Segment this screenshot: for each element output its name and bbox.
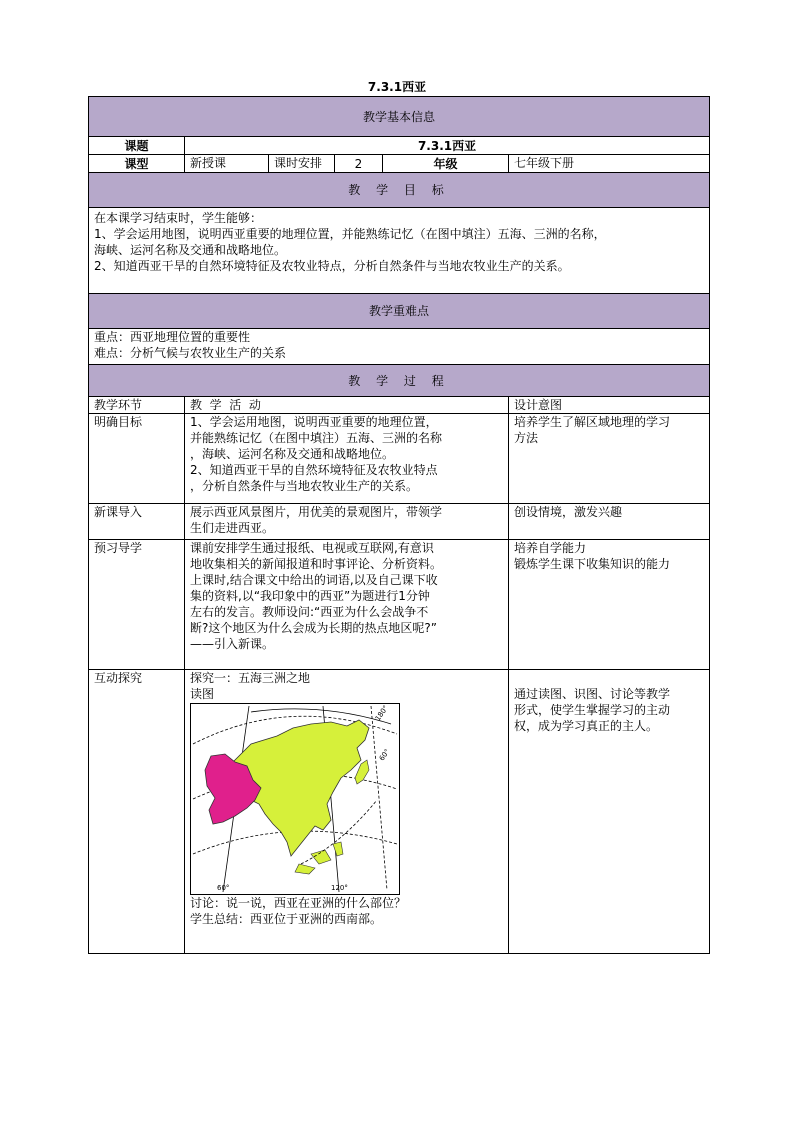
key-points-body: [89, 329, 710, 365]
activity-line: 课前安排学生通过报纸、电视或互联网,有意识: [190, 541, 434, 555]
objectives-header: 教 学 目 标: [89, 173, 710, 208]
activity-line: 地收集相关的新闻报道和时事评论、分析资料。: [190, 557, 443, 571]
stage-cell: 互动探究: [89, 670, 185, 954]
objectives-line: 1、学会运用地图，说明西亚重要的地理位置，并能熟练记忆（在图中填注）五海、三洲的名称，: [94, 227, 606, 241]
stage-cell: 新课导入: [89, 504, 185, 540]
document-title: 7.3.1西亚: [367, 80, 427, 94]
intent-cell: [509, 540, 710, 670]
difficult-point: 难点：分析气候与农牧业生产的关系: [94, 346, 287, 360]
activity-line: 读图: [190, 687, 215, 701]
intent-line: 形式，使学生掌握学习的主动: [514, 703, 671, 717]
activity-cell: [185, 670, 509, 954]
map-label-lon-120: 120°: [331, 884, 348, 892]
activity-line: 讨论：说一说，西亚在亚洲的什么部位？: [190, 896, 407, 910]
asia-map: [190, 703, 400, 895]
intent-line: 培养自学能力: [514, 541, 587, 555]
activity-line: 左右的发言。教师设问:“西亚为什么会战争不: [190, 605, 429, 619]
activity-line: 1、学会运用地图，说明西亚重要的地理位置，: [190, 415, 438, 429]
key-point: 重点：西亚地理位置的重要性: [94, 330, 251, 344]
stage-cell: 明确目标: [89, 414, 185, 504]
process-header: 教 学 过 程: [89, 365, 710, 397]
type-value: 新授课: [185, 155, 269, 173]
grade-value: 七年级下册: [509, 155, 710, 173]
activity-line: 展示西亚风景图片，用优美的景观图片，带领学: [190, 505, 443, 519]
intent-line: 权，成为学习真正的主人。: [514, 719, 659, 733]
activity-line: 集的资料,以“我印象中的西亚”为题进行1分钟: [190, 589, 430, 603]
col-activity-header: 教 学 活 动: [185, 397, 509, 414]
basic-info-header: 教学基本信息: [89, 97, 710, 137]
intent-cell: [509, 670, 710, 954]
activity-line: 2、知道西亚干旱的自然环境特征及农牧业特点: [190, 463, 438, 477]
objectives-line: 海峡、运河名称及交通和战略地位。: [94, 243, 287, 257]
type-label: 课型: [89, 155, 185, 173]
key-points-header: 教学重难点: [89, 294, 710, 329]
activity-line: ，分析自然条件与当地农牧业生产的关系。: [190, 479, 419, 493]
map-label-lon-60: 60°: [217, 884, 230, 892]
intent-line: 方法: [514, 431, 539, 445]
stage-cell: 预习导学: [89, 540, 185, 670]
objectives-line: 在本课学习结束时，学生能够：: [94, 211, 263, 225]
intent-line: 通过读图、识图、讨论等教学: [514, 687, 671, 701]
map-graticule: [371, 706, 387, 890]
activity-cell: [185, 504, 509, 540]
activity-line: ——引入新课。: [190, 637, 275, 651]
schedule-label: 课时安排: [269, 155, 335, 173]
objectives-body: [89, 208, 710, 294]
col-intent-header: 设计意图: [509, 397, 710, 414]
activity-line: 上课时,结合课文中给出的词语,以及自己课下收: [190, 573, 438, 587]
map-label-lon-180: 180°: [373, 704, 391, 723]
lesson-plan-table: [88, 96, 710, 954]
activity-cell: [185, 540, 509, 670]
grade-label: 年级: [383, 155, 509, 173]
schedule-value: 2: [335, 155, 383, 173]
topic-value: 7.3.1西亚: [185, 137, 710, 155]
activity-line: ，海峡、运河名称及交通和战略地位。: [190, 447, 395, 461]
intent-line: 培养学生了解区域地理的学习: [514, 415, 671, 429]
activity-cell: [185, 414, 509, 504]
intent-cell: 创设情境，激发兴趣: [509, 504, 710, 540]
objectives-line: 2、知道西亚干旱的自然环境特征及农牧业特点，分析自然条件与当地农牧业生产的关系。: [94, 259, 570, 273]
activity-line: 并能熟练记忆（在图中填注）五海、三洲的名称: [190, 431, 443, 445]
intent-line: 锻炼学生课下收集知识的能力: [514, 557, 671, 571]
activity-line: 生们走进西亚。: [190, 521, 275, 535]
activity-line: 断?这个地区为什么会成为长期的热点地区呢?”: [190, 621, 437, 635]
intent-cell: [509, 414, 710, 504]
map-label-lat-60: 60°: [377, 747, 392, 763]
topic-label: 课题: [89, 137, 185, 155]
intent-line: [514, 670, 704, 686]
activity-line: 探究一：五海三洲之地: [190, 671, 311, 685]
activity-line: 学生总结：西亚位于亚洲的西南部。: [190, 912, 383, 926]
col-stage-header: 教学环节: [89, 397, 185, 414]
